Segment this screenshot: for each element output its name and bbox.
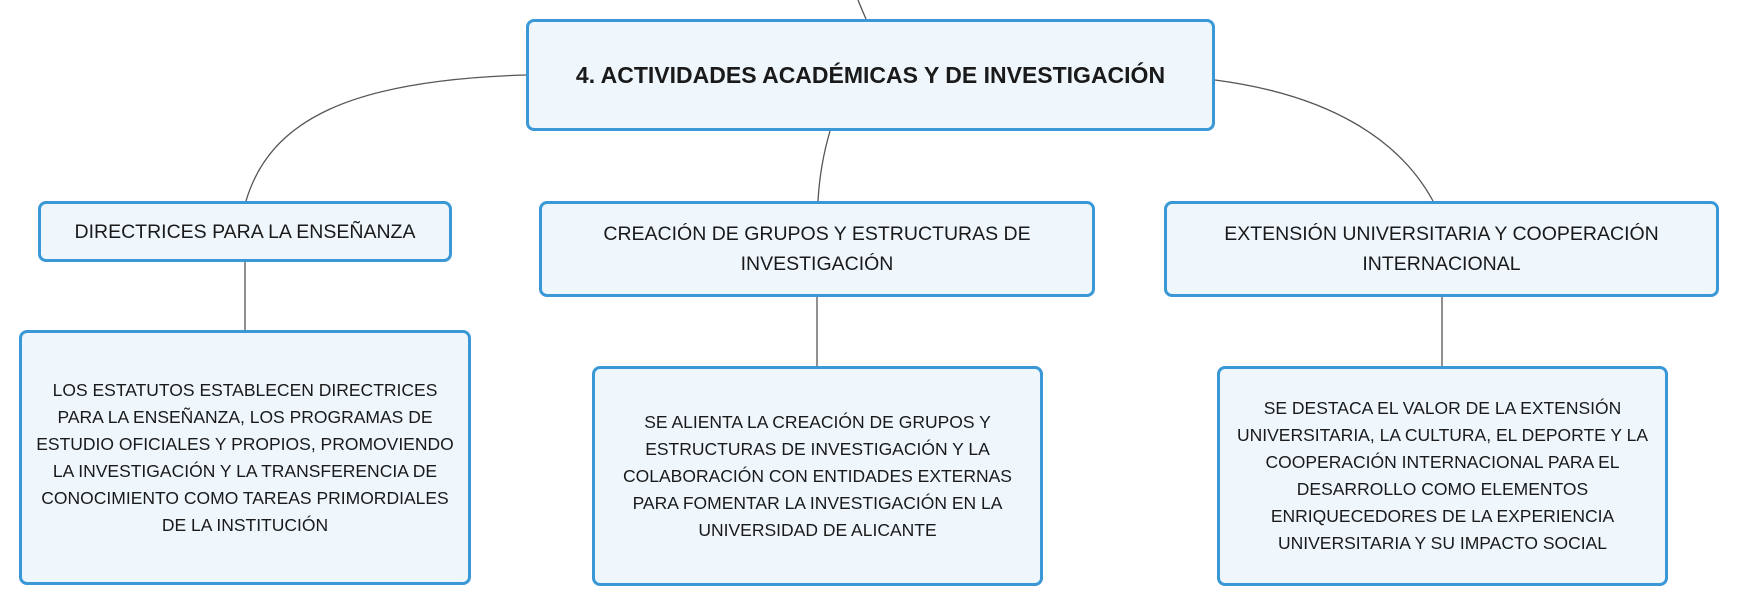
branch-node-grupos-investigacion[interactable] [539,201,1095,297]
branch-label: CREACIÓN DE GRUPOS Y ESTRUCTURAS DE INVESTIGACIÓN [603,223,1031,275]
branch-label: DIRECTRICES PARA LA ENSEÑANZA [74,220,416,243]
detail-text: LOS ESTATUTOS ESTABLECEN DIRECTRICES PARA LA ENSEÑANZA, LOS PROGRAMAS DE ESTUDIO OFICIALES Y PROPIOS, PROMOVIENDO LA INVESTIGACIÓN Y LA TRANSFERENCIA DE CONOCIMIENTO COMO TAREAS PRIMORDIALES DE LA INSTITUCIÓN [36,379,454,535]
connector-root-branch-1 [246,75,526,201]
branch-node-extension-universitaria[interactable] [1164,201,1719,297]
detail-text: SE ALIENTA LA CREACIÓN DE GRUPOS Y ESTRUCTURAS DE INVESTIGACIÓN Y LA COLABORACIÓN CON ENTIDADES EXTERNAS PARA FOMENTAR LA INVESTIGACIÓN EN LA UNIVERSIDAD DE ALICANTE [623,411,1012,540]
branch-node-directrices-ensenanza[interactable] [38,201,452,262]
detail-node-directrices-ensenanza[interactable] [19,330,471,585]
detail-node-grupos-investigacion[interactable] [592,366,1043,586]
connector-to-parent [858,0,866,19]
branch-label: EXTENSIÓN UNIVERSITARIA Y COOPERACIÓN INTERNACIONAL [1224,223,1659,275]
connector-root-branch-3 [1215,80,1433,201]
detail-text: SE DESTACA EL VALOR DE LA EXTENSIÓN UNIVERSITARIA, LA CULTURA, EL DEPORTE Y LA COOPERACIÓN INTERNACIONAL PARA EL DESARROLLO COMO ELEMENTOS ENRIQUECEDORES DE LA EXPERIENCIA UNIVERSITARIA Y SU IMPACTO SOCIAL [1236,398,1649,553]
root-topic-node[interactable] [526,19,1215,131]
detail-node-extension-universitaria[interactable] [1217,366,1668,586]
root-topic-label: 4. ACTIVIDADES ACADÉMICAS Y DE INVESTIGACIÓN [575,61,1166,88]
connector-root-branch-2 [818,131,830,201]
